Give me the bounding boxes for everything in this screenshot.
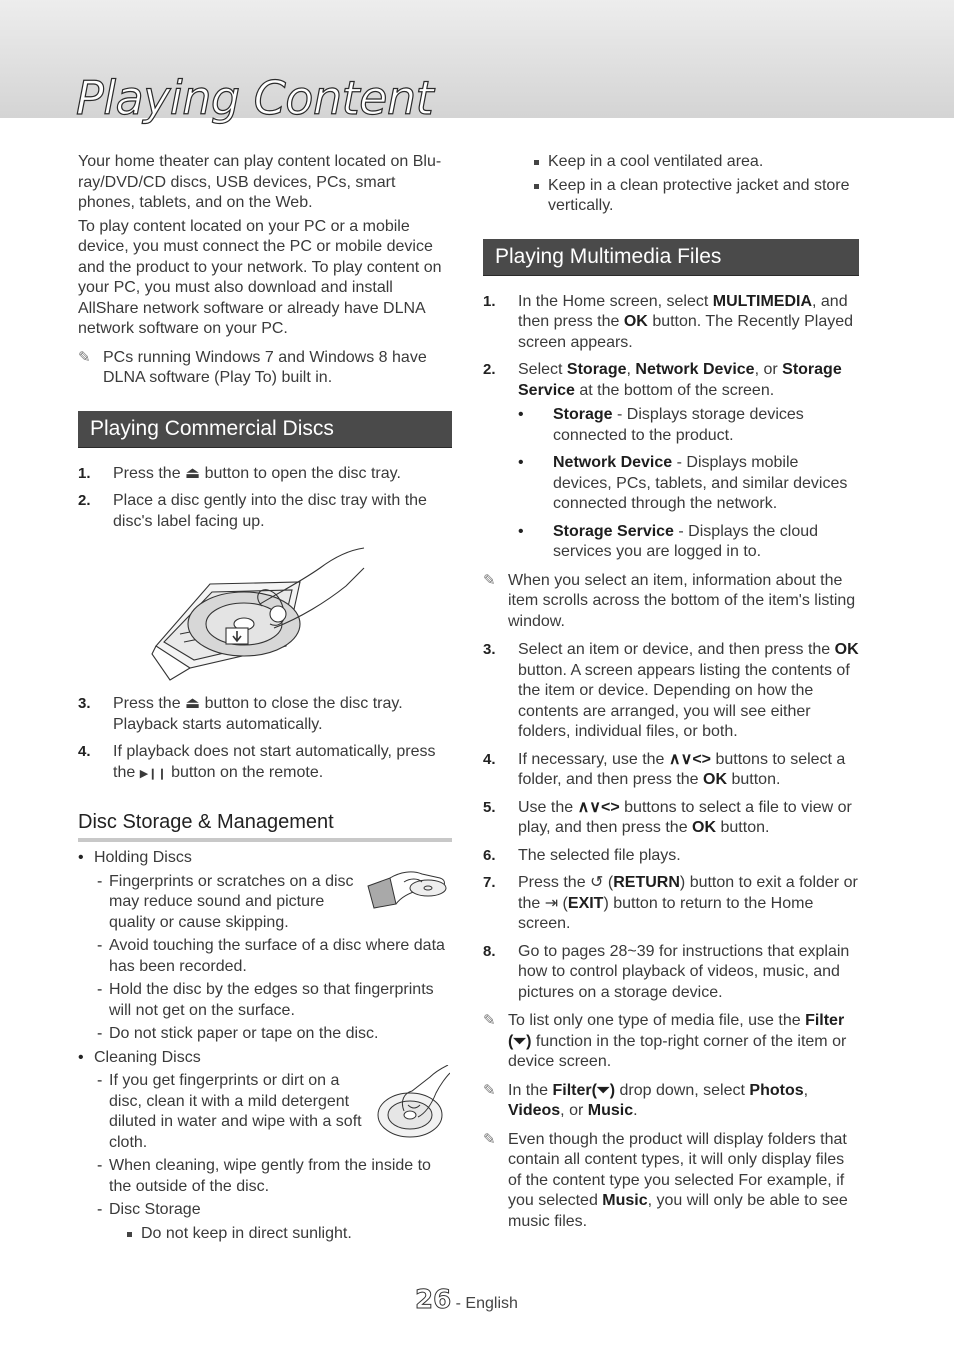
eject-icon: ⏏ [185, 695, 201, 712]
keyword: OK [834, 641, 859, 658]
step-number: 4. [483, 750, 496, 768]
step-text: , or [754, 361, 778, 378]
commercial-steps [78, 464, 452, 533]
list-item-text: When cleaning, wipe gently from the inside to the outside of the disc. [109, 1157, 431, 1195]
note-text: In the [508, 1081, 549, 1099]
page-number: 26 [415, 1285, 452, 1315]
step-text: Select an item or device, and then press the [518, 641, 831, 658]
step-number: 3. [483, 641, 496, 658]
keyword: Videos [508, 1102, 561, 1119]
disc-storage-list-continued [532, 152, 859, 217]
arrow-keys-icon: ∧∨<> [668, 750, 712, 768]
step-text: If necessary, use the [518, 750, 665, 768]
keyword: OK [703, 771, 728, 788]
list-item-text: Hold the disc by the edges so that fingerprints will not get on the surface. [109, 981, 434, 1019]
keyword: Storage [566, 361, 627, 378]
storage-list [78, 848, 452, 1244]
note-pencil-icon: ✎ [78, 348, 91, 366]
page-language: - English [455, 1295, 518, 1312]
step-text: Press the [518, 874, 586, 891]
exit-icon: ⇥ [544, 894, 559, 912]
step-1 [78, 464, 452, 485]
step-7: 7. Press the ↺ (RETURN) button to exit a folder or the ⇥ (EXIT) button to return to the Home screen. [483, 874, 858, 932]
note-text: When you select an item, information about the item scrolls across the bottom of the item's listing window. [508, 571, 856, 630]
list-item-text: Do not stick paper or tape on the disc. [109, 1025, 379, 1042]
list-item-text: Keep in a cool ventilated area. [548, 153, 764, 170]
step-number: 3. [78, 695, 91, 712]
note-text: function in the top-right corner of the item or device screen. [508, 1032, 847, 1070]
keyword: RETURN [613, 874, 680, 891]
step-text: Press the [113, 695, 181, 712]
step-number: 5. [483, 798, 496, 816]
cleaning-disc-illustration [374, 1065, 450, 1141]
left-column [78, 152, 452, 1247]
step-3 [483, 640, 859, 743]
page-title: Playing Content [76, 71, 434, 125]
step-text: Press the [113, 464, 181, 482]
note [78, 348, 452, 389]
list-item [94, 872, 452, 934]
note-pencil-icon: ✎ [483, 571, 496, 589]
keyword: Storage Service [553, 522, 674, 540]
step-text: buttons to select a file to view or play, and then press the [518, 798, 852, 836]
keyword: Network Device [635, 361, 755, 378]
step-6 [483, 846, 859, 867]
step-4 [78, 742, 452, 784]
note-text: . [633, 1102, 638, 1119]
list-item-text: Avoid touching the surface of a disc where data has been recorded. [109, 937, 445, 975]
note [483, 1081, 859, 1122]
keyword: OK [692, 819, 717, 836]
step-text: Use the [518, 798, 574, 816]
step-text: button on the remote. [171, 763, 324, 781]
list-item [94, 980, 452, 1021]
note-text: Even though the product will display folders that contain all content types, it will only display files of the content type you selected For example, if you selected [508, 1130, 847, 1209]
multimedia-steps [483, 292, 859, 563]
keyword: Filter [805, 1012, 845, 1029]
list-item-text: If you get fingerprints or dirt on a disc, clean it with a mild detergent diluted in water and wipe with a soft cloth. [109, 1072, 362, 1151]
step-text: button to exit a folder or the [518, 874, 858, 912]
list-item [518, 405, 859, 446]
multimedia-steps-continued [483, 640, 859, 1003]
list-item [94, 936, 452, 977]
step-number: 8. [483, 942, 496, 960]
list-item [518, 453, 859, 515]
list-item [94, 1071, 452, 1153]
list-item-text: - Displays mobile devices, PCs, tablets, and similar devices connected through the network. [553, 454, 848, 512]
section-heading-commercial: Playing Commercial Discs [78, 411, 452, 448]
note-text: , you will only be able to see music files. [508, 1192, 848, 1230]
keyword: MULTIMEDIA [712, 292, 813, 310]
step-number: 1. [483, 292, 496, 310]
step-text: , [626, 361, 631, 378]
list-item [532, 152, 859, 173]
list-item [94, 1024, 452, 1045]
list-item-text: Do not keep in direct sunlight. [141, 1224, 352, 1242]
step-text: button. A screen appears listing the contents of the item or device. Depending on how the contents are arranged, you will see either folders, individual files, or both. [518, 661, 850, 740]
disc-storage-list [125, 1224, 452, 1245]
commercial-steps-continued [78, 694, 452, 784]
keyword: Storage [553, 406, 613, 423]
list-item-text: - Displays storage devices connected to the product. [553, 406, 804, 444]
source-list [518, 405, 859, 563]
intro-paragraph-2: To play content located on your PC or a mobile device, you must connect the PC or mobile device and the product to your network. To play content on your PC, you must also download and install AllShare network software or already have DLNA network software on your PC. [78, 217, 442, 337]
step-2 [483, 360, 859, 563]
intro-paragraph-1: Your home theater can play content located on Blu-ray/DVD/CD discs, USB devices, PCs, smart phones, tablets, and on the Web. [78, 153, 442, 211]
keyword: Network Device [553, 454, 673, 471]
step-text: Go to pages 28~39 for instructions that explain how to control playback of videos, music, and pictures on a storage device. [518, 942, 850, 1001]
note-pencil-icon: ✎ [483, 1012, 496, 1029]
step-text: The selected file plays. [518, 846, 681, 864]
keyword: Photos [749, 1081, 804, 1099]
step-text: button. [731, 771, 781, 788]
section-heading-multimedia: Playing Multimedia Files [483, 239, 859, 276]
step-text: button to open the disc tray. [204, 464, 401, 482]
list-item [532, 176, 859, 217]
note-pencil-icon: ✎ [483, 1130, 496, 1148]
step-text: button. The Recently Played screen appears. [518, 313, 854, 351]
step-text: button to close the disc tray. Playback starts automatically. [113, 695, 403, 733]
keyword: Storage Service [518, 361, 842, 399]
step-text: at the bottom of the screen. [579, 381, 775, 399]
step-number: 4. [78, 743, 91, 760]
list-item [94, 1156, 452, 1197]
keyword: ) [609, 1081, 616, 1099]
step-text: Select [518, 361, 563, 378]
step-text: buttons to select a folder, and then press the [518, 750, 846, 788]
keyword: EXIT [567, 894, 604, 912]
note-text: To list only one type of media file, use the [508, 1012, 801, 1029]
step-text: Place a disc gently into the disc tray with the disc's label facing up. [113, 492, 427, 530]
page-footer [415, 1285, 518, 1315]
list-label: Holding Discs [94, 849, 192, 866]
step-number: 1. [78, 464, 91, 482]
step-number: 6. [483, 846, 496, 864]
note-text: PCs running Windows 7 and Windows 8 have DLNA software (Play To) built in. [103, 348, 427, 386]
cleaning-list [94, 1071, 452, 1244]
note-text: drop down, select [619, 1081, 745, 1099]
return-icon: ↺ [590, 874, 604, 891]
step-5 [483, 798, 859, 839]
list-item-text: Disc Storage [109, 1201, 201, 1218]
hand-holding-disc-illustration [364, 866, 450, 910]
play-pause-icon: ▶❙❙ [139, 767, 167, 780]
note: ✎ To list only one type of media file, use the Filter (⏷) function in the top-right corner of the item or device screen. [483, 1012, 847, 1070]
list-item [125, 1224, 452, 1245]
filter-icon: ⏷ [596, 1081, 610, 1099]
note-pencil-icon: ✎ [483, 1081, 496, 1099]
step-text: , and then press the [518, 292, 848, 330]
right-column [483, 152, 859, 1232]
list-item [94, 1200, 452, 1244]
keyword: Music [587, 1102, 634, 1119]
step-text: If playback does not start automatically, press the [113, 743, 436, 781]
list-item [518, 522, 859, 563]
step-1 [483, 292, 859, 354]
arrow-keys-icon: ∧∨<> [577, 798, 620, 816]
step-text: button to return to the Home screen. [518, 894, 814, 932]
step-8 [483, 942, 859, 1004]
disc-tray-illustration [150, 542, 366, 682]
step-text: In the Home screen, select [518, 292, 709, 310]
note [483, 571, 859, 633]
list-item-text: Fingerprints or scratches on a disc may reduce sound and picture quality or cause skipping. [109, 872, 354, 931]
note-text: , or [560, 1102, 584, 1119]
keyword: OK [623, 313, 648, 330]
list-item-text: Keep in a clean protective jacket and store vertically. [548, 176, 850, 214]
step-number: 7. [483, 874, 496, 891]
list-label: Cleaning Discs [94, 1048, 201, 1066]
keyword: Music [602, 1192, 648, 1209]
cleaning-discs [78, 1048, 452, 1245]
holding-discs [78, 848, 452, 1045]
holding-list [94, 872, 452, 1045]
filter-icon: ⏷ [513, 1032, 527, 1050]
list-item-text: - Displays the cloud services you are logged in to. [553, 522, 819, 560]
note [483, 1130, 859, 1233]
step-3 [78, 694, 452, 735]
step-text: button. [720, 819, 770, 836]
keyword: Filter( [552, 1081, 597, 1099]
step-4 [483, 750, 859, 791]
step-number: 2. [483, 361, 496, 378]
note-text: , [803, 1081, 809, 1099]
step-number: 2. [78, 492, 91, 509]
sub-heading-storage: Disc Storage & Management [78, 810, 452, 842]
step-2 [78, 491, 452, 532]
eject-icon: ⏏ [185, 464, 201, 482]
